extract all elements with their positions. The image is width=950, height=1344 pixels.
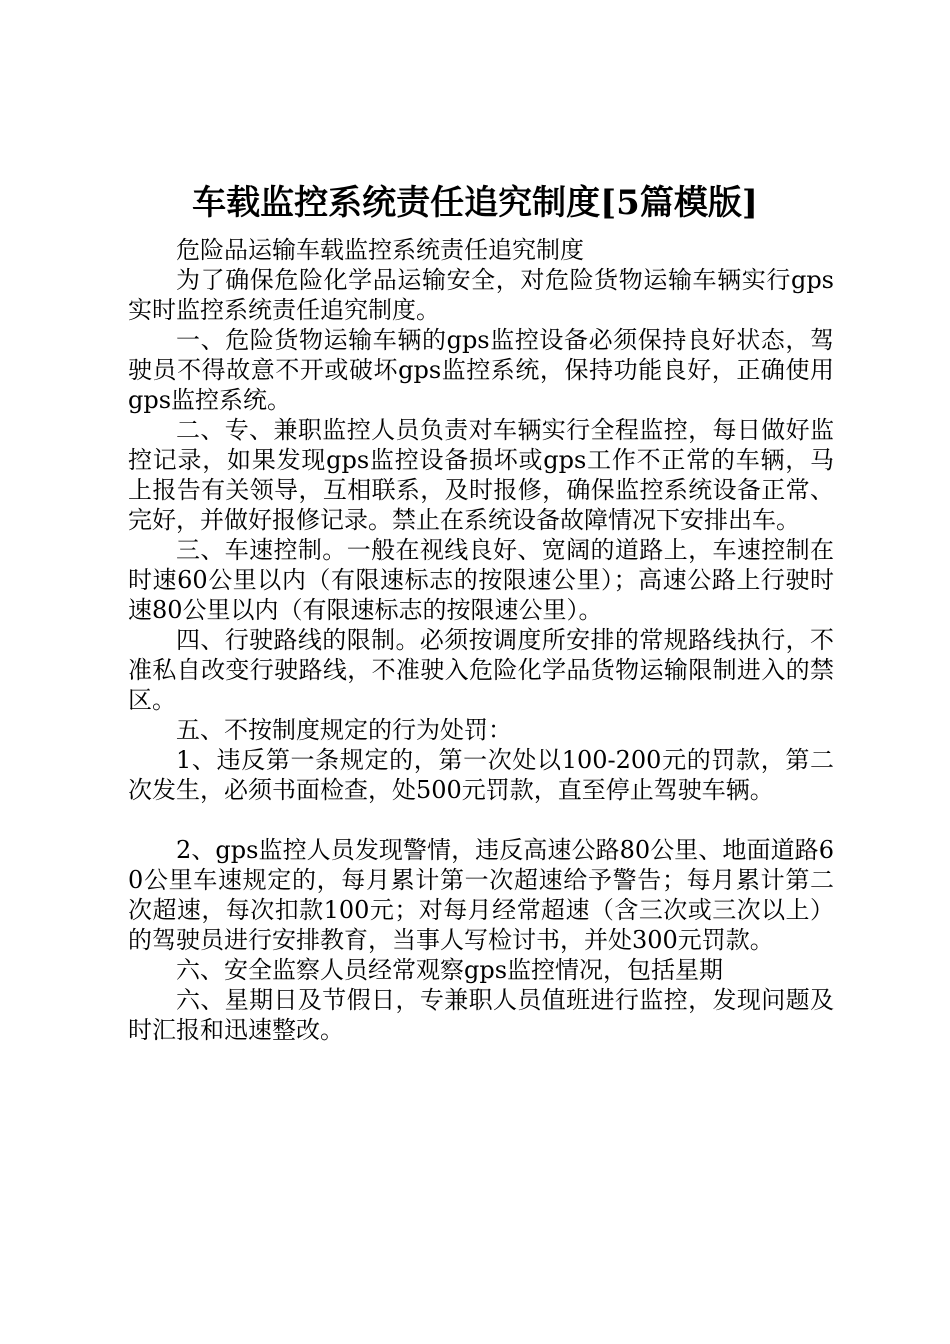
paragraph-rule-6-part-2: 六、星期日及节假日，专兼职人员值班进行监控，发现问题及时汇报和迅速整改。 xyxy=(128,986,834,1044)
document-body xyxy=(128,235,834,1045)
paragraph-rule-1: 一、危险货物运输车辆的gps监控设备必须保持良好状态，驾驶员不得故意不开或破坏gps监控系统，保持功能良好，正确使用gps监控系统。 xyxy=(128,326,834,414)
paragraph-penalty-1: 1、违反第一条规定的，第一次处以100-200元的罚款，第二次发生，必须书面检查，处500元罚款，直至停止驾驶车辆。 xyxy=(128,746,834,804)
document-title: 车载监控系统责任追究制度[5篇模版] xyxy=(192,183,758,223)
paragraph-rule-6-part-1: 六、安全监察人员经常观察gps监控情况，包括星期 xyxy=(176,956,724,984)
paragraph-penalty-2: 2、gps监控人员发现警情，违反高速公路80公里、地面道路60公里车速规定的，每月累计第一次超速给予警告；每月累计第二次超速，每次扣款100元；对每月经常超速（含三次或三次以上）的驾驶员进行安排教育，当事人写检讨书，并处300元罚款。 xyxy=(128,836,834,954)
paragraph-subtitle: 危险品运输车载监控系统责任追究制度 xyxy=(176,236,584,264)
paragraph-rule-5-heading: 五、不按制度规定的行为处罚： xyxy=(176,716,512,744)
paragraph-intro: 为了确保危险化学品运输安全，对危险货物运输车辆实行gps实时监控系统责任追究制度。 xyxy=(128,266,834,324)
paragraph-rule-2: 二、专、兼职监控人员负责对车辆实行全程监控，每日做好监控记录，如果发现gps监控设备损坏或gps工作不正常的车辆，马上报告有关领导，互相联系，及时报修，确保监控系统设备正常、完好，并做好报修记录。禁止在系统设备故障情况下安排出车。 xyxy=(128,416,834,534)
paragraph-rule-4: 四、行驶路线的限制。必须按调度所安排的常规路线执行，不准私自改变行驶路线，不准驶入危险化学品货物运输限制进入的禁区。 xyxy=(128,626,834,714)
paragraph-rule-3: 三、车速控制。一般在视线良好、宽阔的道路上，车速控制在时速60公里以内（有限速标志的按限速公里）；高速公路上行驶时速80公里以内（有限速标志的按限速公里）。 xyxy=(128,536,834,624)
